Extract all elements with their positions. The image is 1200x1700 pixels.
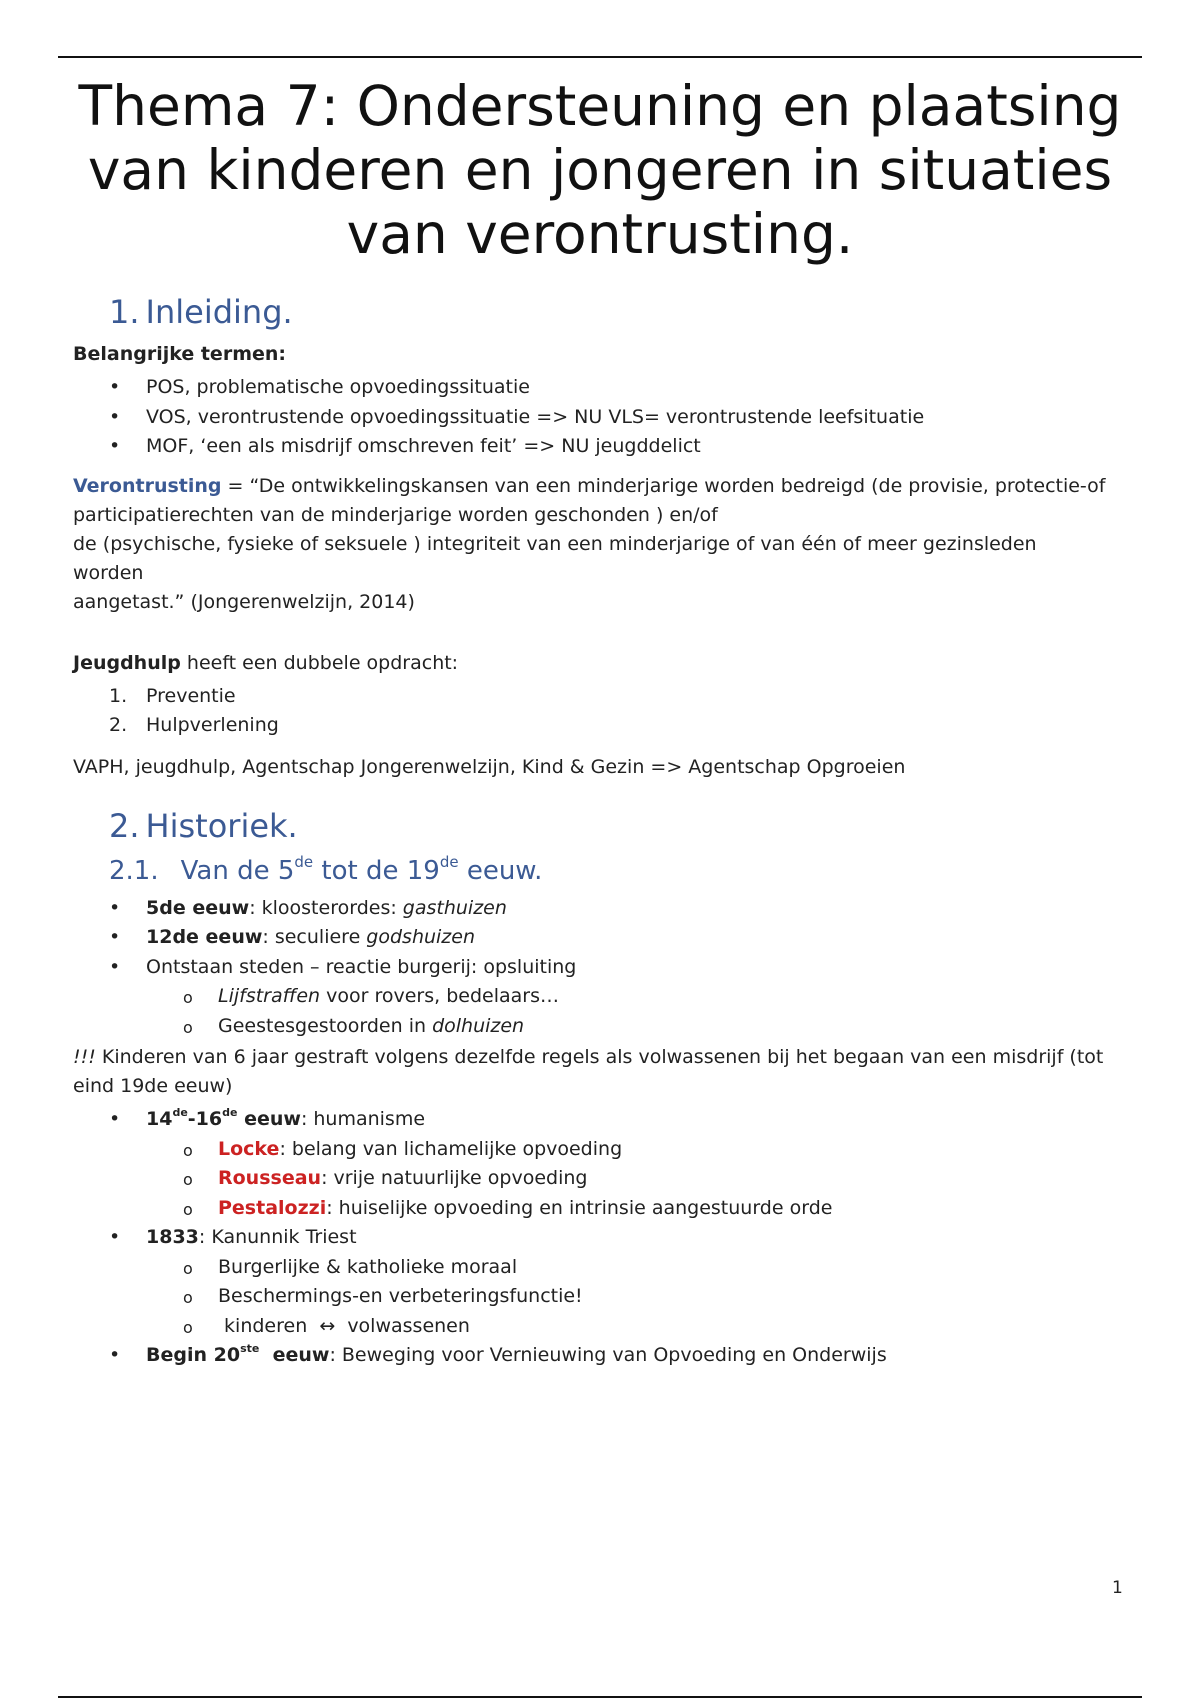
- list-item: o Pestalozzi: huiselijke opvoeding en intrinsie aangestuurde orde: [73, 1194, 1113, 1224]
- jeugdhulp-list: [73, 682, 1113, 741]
- note-paragraph: !!! Kinderen van 6 jaar gestraft volgens dezelfde regels als volwassenen bij het begaan van een misdrijf (tot eind 19de eeuw): [73, 1046, 1104, 1097]
- document-body: [73, 292, 1113, 1371]
- definition-term: Verontrusting: [73, 474, 222, 497]
- list-item: • Begin 20ste eeuw: Beweging voor Vernieuwing van Opvoeding en Onderwijs: [73, 1341, 1113, 1371]
- list-item: 2. Hulpverlening: [109, 714, 279, 736]
- list-item: • 1833: Kanunnik Triest: [73, 1223, 1113, 1253]
- list-item: • Ontstaan steden – reactie burgerij: opsluiting: [73, 953, 1113, 983]
- top-rule: [58, 56, 1142, 58]
- terms-label: Belangrijke termen:: [73, 343, 286, 365]
- list-item: • 14de-16de eeuw: humanisme: [73, 1105, 1113, 1135]
- agencies-paragraph: VAPH, jeugdhulp, Agentschap Jongerenwelzijn, Kind & Gezin => Agentschap Opgroeien: [73, 755, 906, 778]
- list-item: o Burgerlijke & katholieke moraal: [73, 1253, 1113, 1283]
- section-number: 1.: [109, 293, 140, 331]
- triest-list: [73, 1223, 1113, 1253]
- person-name: Pestalozzi: [218, 1196, 327, 1219]
- terms-list: [73, 373, 1113, 462]
- person-name: Locke: [218, 1137, 280, 1160]
- history-list: [73, 894, 1113, 983]
- jeugdhulp-term: Jeugdhulp: [73, 651, 181, 674]
- list-item: • MOF, ‘een als misdrijf omschreven feit’ => NU jeugddelict: [73, 432, 1113, 462]
- subsection-heading: 2.1. Van de 5de tot de 19de eeuw.: [109, 852, 543, 886]
- bottom-rule: [58, 1696, 1142, 1698]
- section-title: Inleiding.: [145, 293, 293, 331]
- document-title: Thema 7: Ondersteuning en plaatsing van kinderen en jongeren in situaties van verontrusting.: [78, 74, 1122, 266]
- list-item: 1. Preventie: [109, 684, 236, 707]
- list-item: • 5de eeuw: kloosterordes: gasthuizen: [73, 894, 1113, 924]
- section-heading-historiek: [109, 806, 1113, 846]
- list-item: o Rousseau: vrije natuurlijke opvoeding: [73, 1164, 1113, 1194]
- list-item: o Locke: belang van lichamelijke opvoeding: [73, 1135, 1113, 1165]
- jeugdhulp-paragraph: Jeugdhulp heeft een dubbele opdracht:: [73, 651, 459, 674]
- page-number: 1: [1112, 1578, 1123, 1598]
- list-item: o Beschermings-en verbeteringsfunctie!: [73, 1282, 1113, 1312]
- section-number: 2.: [109, 806, 140, 845]
- list-item: • POS, problematische opvoedingssituatie: [73, 373, 1113, 403]
- history-sublist: [73, 982, 1113, 1041]
- section-heading-inleiding: [109, 292, 1113, 332]
- list-item: o Lijfstraffen voor rovers, bedelaars…: [73, 982, 1113, 1012]
- person-name: Rousseau: [218, 1167, 322, 1189]
- humanism-list: [73, 1105, 1113, 1135]
- list-item: • 12de eeuw: seculiere godshuizen: [73, 923, 1113, 953]
- triest-sublist: [73, 1253, 1113, 1342]
- humanism-sublist: [73, 1135, 1113, 1224]
- list-item: • VOS, verontrustende opvoedingssituatie => NU VLS= verontrustende leefsituatie: [73, 403, 1113, 433]
- section-title: Historiek.: [145, 806, 298, 845]
- definition-paragraph: Verontrusting = “De ontwikkelingskansen van een minderjarige worden bedreigd (de provisie, protectie-of participatierechten van de minderjarige worden geschonden ) en/of de (psychische, fysieke of seksuele ) integriteit van een minderjarige of van één of meer gezinsleden worden aangetast.” (Jongerenwelzijn, 2014): [73, 474, 1106, 613]
- list-item: o Geestesgestoorden in dolhuizen: [73, 1012, 1113, 1042]
- begin20-list: [73, 1341, 1113, 1371]
- list-item: o kinderen ↔ volwassenen: [73, 1312, 1113, 1342]
